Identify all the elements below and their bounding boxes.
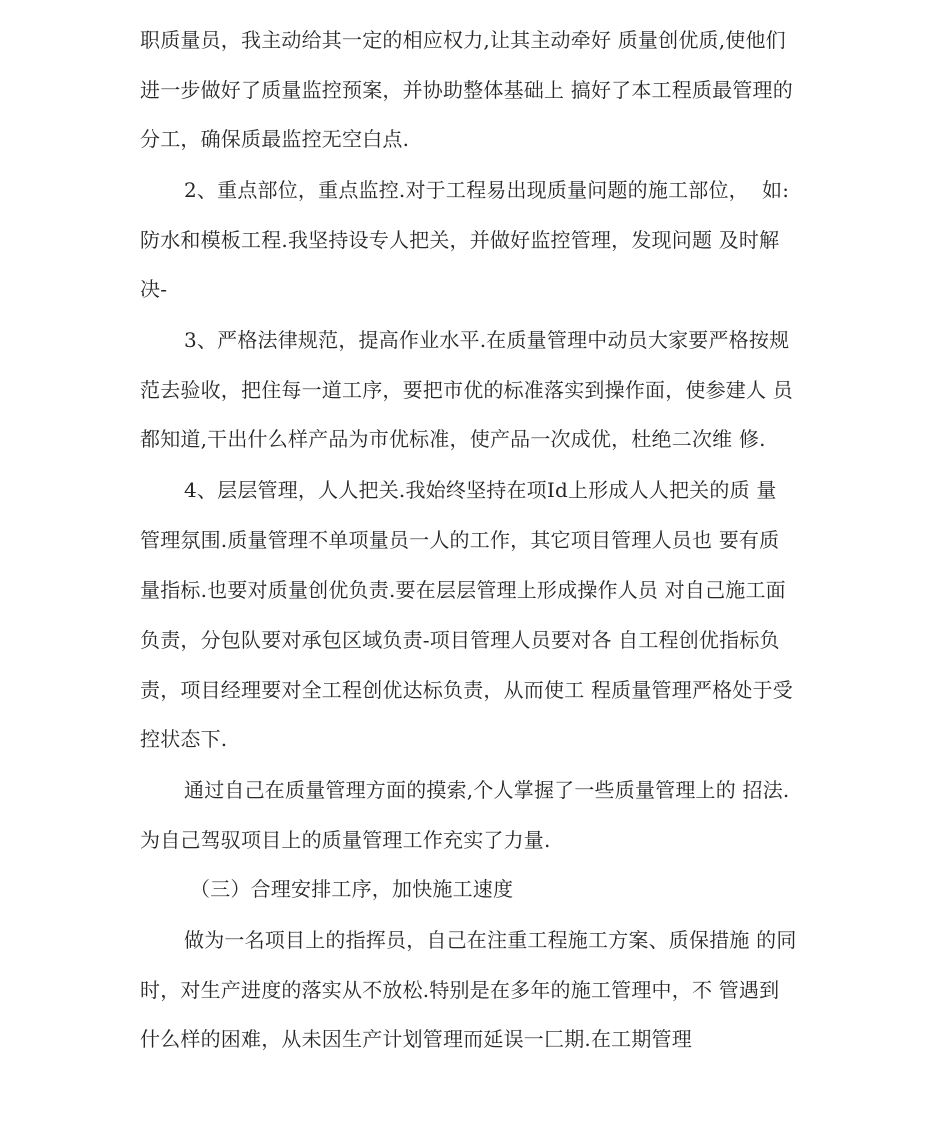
text-line: 管理氛围.质量管理不单项量员一人的工作，其它项目管理人员也 要有质 (140, 528, 780, 552)
text-line: 防水和模板工程.我坚持设专人把关，并做好监控管理，发现问题 及时解 (140, 228, 780, 252)
text-line: 为自己驾驭项目上的质量管理工作充实了力量. (140, 828, 551, 852)
text-line: 进一步做好了质量监控预案，并协助整体基础上 搞好了本工程质最管理的 (140, 78, 793, 102)
text-line: 2、重点部位，重点监控.对于工程易出现质量问题的施工部位， 如: (184, 178, 790, 202)
text-line: 控状态下. (140, 727, 228, 751)
text-line: 都知道,干出什么样产品为市优标准，使产品一次成优，杜绝二次维 修. (140, 427, 766, 451)
text-line: 量指标.也要对质量创优负责.要在层层管理上形成操作人员 对自己施工面 (140, 578, 786, 602)
text-line: 范去验收，把住每一道工序，要把市优的标准落实到操作面，使参建人 员 (140, 378, 793, 402)
text-line: 做为一名项目上的指挥员，自己在注重工程施工方案、质保措施 的同 (184, 928, 797, 952)
text-line: 通过自己在质量管理方面的摸索,个人掌握了一些质量管理上的 招法. (184, 778, 790, 802)
text-line: 什么样的困难，从未因生产计划管理而延误一匚期.在工期管理 (140, 1027, 692, 1051)
text-line: 决- (140, 277, 168, 301)
text-line: 职质量员，我主动给其一定的相应权力,让其主动牵好 质量创优质,使他们 (140, 28, 786, 52)
text-line: 时，对生产进度的落实从不放松.特别是在多年的施工管理中，不 管遇到 (140, 978, 780, 1002)
section-heading: （三）合理安排工序，加快施工速度 (190, 877, 514, 901)
text-line: 分工，确保质最监控无空白点. (140, 127, 410, 151)
text-line: 负责，分包队要对承包区域负责-项目管理人员要对各 自工程创优指标负 (140, 628, 780, 652)
text-line: 3、严格法律规范，提高作业水平.在质量管理中动员大家要严格按规 (184, 328, 790, 352)
text-line: 责，项目经理要对全工程创优达标负责，从而使工 程质量管理严格处于受 (140, 678, 793, 702)
text-line: 4、层层管理，人人把关.我始终坚持在项Id上形成人人把关的质 量 (184, 478, 777, 502)
